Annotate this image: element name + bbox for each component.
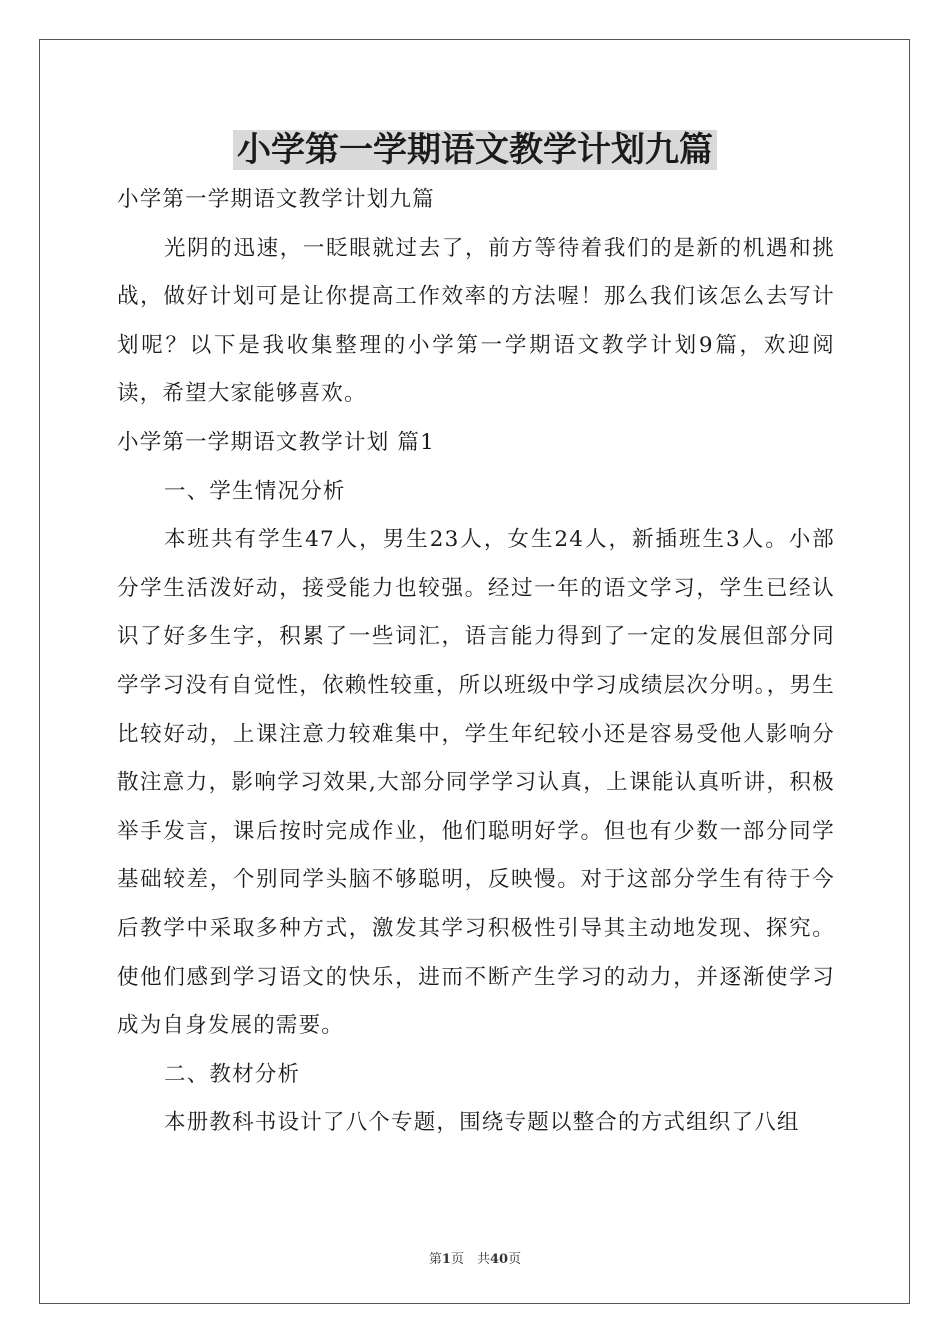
document-title xyxy=(0,124,950,176)
footer-mid: 页 共 xyxy=(450,1252,490,1267)
subtitle-paragraph: 小学第一学期语文教学计划九篇 xyxy=(117,187,435,212)
page-footer xyxy=(0,1248,950,1267)
total-pages-number: 40 xyxy=(489,1252,509,1267)
textbook-analysis-paragraph: 本册教科书设计了八个专题，围绕专题以整合的方式组织了八组 xyxy=(164,1110,800,1136)
document-title-text: 小学第一学期语文教学计划九篇 xyxy=(233,130,717,170)
current-page-number: 1 xyxy=(441,1252,451,1267)
subheading-student-analysis: 一、学生情况分析 xyxy=(164,478,346,504)
intro-paragraph: 光阴的迅速，一眨眼就过去了，前方等待着我们的是新的机遇和挑战，做好计划可是让你提高工作效率的方法喔！那么我们该怎么去写计划呢？以下是我收集整理的小学第一学期语文教学计划9篇，欢迎阅读，希望大家能够喜欢。 xyxy=(117,235,835,407)
footer-prefix: 第 xyxy=(428,1252,442,1267)
footer-suffix: 页 xyxy=(508,1252,522,1267)
subheading-textbook-analysis: 二、教材分析 xyxy=(164,1061,301,1087)
section-heading: 小学第一学期语文教学计划 篇1 xyxy=(117,429,436,455)
student-analysis-paragraph: 本班共有学生47人，男生23人，女生24人，新插班生3人。小部分学生活泼好动，接受能力也较强。经过一年的语文学习，学生已经认识了好多生字，积累了一些词汇，语言能力得到了一定的发展但部分同学学习没有自觉性，依赖性较重，所以班级中学习成绩层次分明。，男生比较好动，上课注意力较难集中，学生年纪较小还是容易受他人影响分散注意力，影响学习效果,大部分同学学习认真，上课能认真听讲，积极举手发言，课后按时完成作业，他们聪明好学。但也有少数一部分同学基础较差，个别同学头脑不够聪明，反映慢。对于这部分学生有待于今后教学中采取多种方式，激发其学习积极性引导其主动地发现、探究。使他们感到学习语文的快乐，进而不断产生学习的动力，并逐渐使学习成为自身发展的需要。 xyxy=(117,527,835,1039)
document-body xyxy=(117,176,835,1148)
